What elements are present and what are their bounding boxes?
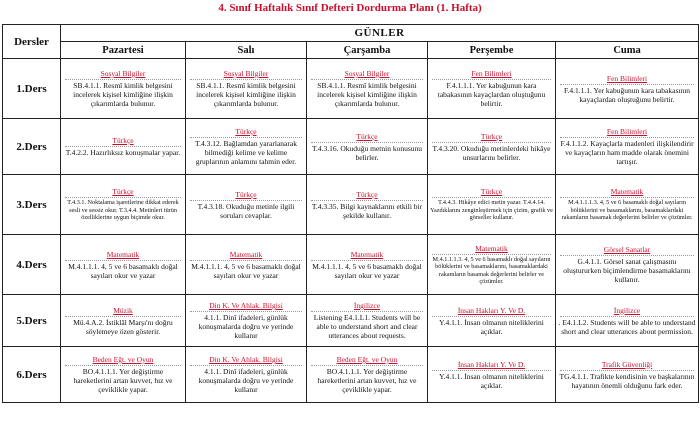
subject-label: Türkçe xyxy=(235,127,257,136)
subject-label: İngilizce xyxy=(613,305,641,315)
subject-label: Türkçe xyxy=(356,189,378,199)
objective-text: T.4.3.35. Bilgi kaynaklarını etkili bir şekilde kullanır. xyxy=(311,201,423,220)
day-header-wednesday: Çarşamba xyxy=(307,42,428,59)
objective-text: F.4.1.1.1. Yer kabuğunun kara tabakasının kayaçlardan oluştuğunu belirtir. xyxy=(563,85,691,104)
subject-label: Beden Eğt. ve Oyun xyxy=(92,355,154,364)
subject-label: Matematik xyxy=(229,249,263,259)
objective-text: TG.4.1.1. Trafikte kendisinin ve başkalarının hayatının önemli olduğunu fark eder. xyxy=(559,371,695,390)
lesson-cell-friday xyxy=(556,235,699,295)
subject-label: Fen Bilimleri xyxy=(606,127,648,136)
lesson-cell-tuesday xyxy=(186,59,307,119)
subject-label: Görsel Sanatlar xyxy=(603,245,651,254)
subject-label: İnsan Hakları Y. Ve D. xyxy=(457,305,526,315)
schedule-table xyxy=(2,24,699,403)
objective-text: SB.4.1.1. Resmî kimlik belgesini incelerek kişisel kimliğine ilişkin çıkarımlarda bulunur. xyxy=(317,81,417,108)
day-header-tuesday: Salı xyxy=(186,42,307,59)
lesson-cell-wednesday xyxy=(307,235,428,295)
lesson-row xyxy=(3,295,699,347)
lesson-row xyxy=(3,347,699,403)
subject-label: Din K. Ve Ahlak. Bilgisi xyxy=(209,355,283,364)
lesson-cell-monday xyxy=(61,59,186,119)
objective-text: M.4.1.1.1. 4, 5 ve 6 basamaklı doğal sayıları okur ve yazar xyxy=(191,261,301,280)
lesson-cell-thursday xyxy=(428,295,556,347)
objective-text: 4.1.1. Dinî ifadeleri, günlük konuşmalarda doğru ve yerinde kullanır xyxy=(198,367,294,394)
subject-label: İngilizce xyxy=(353,301,381,310)
lesson-cell-tuesday xyxy=(186,295,307,347)
objective-text: BO.4.1.1.1. Yer değiştirme hareketlerini artan kuvvet, hız ve çeviklikle yapar. xyxy=(73,367,173,394)
page-title: 4. Sınıf Haftalık Sınıf Defteri Dordurma Planı (1. Hafta) xyxy=(218,2,482,14)
subject-label: Trafik Güvenliği xyxy=(601,359,653,369)
lesson-cell-friday xyxy=(556,347,699,403)
objective-text: Y.4.1.1. İnsan olmanın niteliklerini açıklar. xyxy=(439,317,544,336)
subject-label: Müzik xyxy=(113,305,133,315)
objective-text: Listening E4.1.L1. Students will be able to understand short and clear utterances about requests. xyxy=(313,313,421,340)
subject-label: Matematik xyxy=(610,187,644,197)
objective-text: T.4.3.20. Okuduğu metinlerdeki hikâye unsurlarını belirler. xyxy=(432,143,551,162)
objective-text: . E4.1.L2. Students will be able to understand short and clear utterances about permission. xyxy=(558,317,696,336)
subject-label: Fen Bilimleri xyxy=(606,73,648,83)
lesson-cell-monday xyxy=(61,119,186,175)
objective-text: G.4.1.1. Görsel sanat çalışmasını oluştururken biçimlendirme basamaklarını kullanır. xyxy=(563,257,691,284)
subject-label: Beden Eğt. ve Oyun xyxy=(336,355,398,364)
subject-label: Türkçe xyxy=(112,187,134,197)
lesson-cell-wednesday xyxy=(307,119,428,175)
lesson-cell-friday xyxy=(556,295,699,347)
lesson-cell-wednesday xyxy=(307,175,428,235)
day-header-monday: Pazartesi xyxy=(61,42,186,59)
subject-label: Türkçe xyxy=(235,189,257,199)
subject-label: Türkçe xyxy=(480,131,503,141)
subject-label: İnsan Hakları Y. Ve D. xyxy=(457,359,526,369)
days-group-header: GÜNLER xyxy=(61,25,699,42)
objective-text: M.4.1.1.1. 4, 5 ve 6 basamaklı doğal sayıları okur ve yazar xyxy=(312,261,422,280)
lesson-cell-thursday xyxy=(428,119,556,175)
subject-label: Türkçe xyxy=(112,136,134,145)
subject-label: Sosyal Bilgiler xyxy=(223,69,269,78)
lesson-label: 2.Ders xyxy=(3,119,61,175)
lesson-label: 1.Ders xyxy=(3,59,61,119)
lesson-row xyxy=(3,59,699,119)
lesson-cell-tuesday xyxy=(186,235,307,295)
lesson-cell-tuesday xyxy=(186,175,307,235)
subject-label: Türkçe xyxy=(356,131,378,141)
objective-text: M.4.1.1.1.3. 4, 5 ve 6 basamaklı doğal sayıların bölüklerini ve basamaklarını, basamaklardaki rakamların basamak değerlerini belirler ve çözümler. xyxy=(561,199,693,222)
lesson-cell-friday xyxy=(556,175,699,235)
lesson-label: 6.Ders xyxy=(3,347,61,403)
lesson-cell-tuesday xyxy=(186,119,307,175)
subject-label: Sosyal Bilgiler xyxy=(100,69,146,78)
objective-text: BO.4.1.1.1. Yer değiştirme hareketlerini artan kuvvet, hız ve çeviklikle yapar. xyxy=(317,367,417,394)
objective-text: SB.4.1.1. Resmî kimlik belgesini incelerek kişisel kimliğine ilişkin çıkarımlarda bulunur. xyxy=(196,81,296,108)
objective-text: T.4.3.1. Noktalama işaretlerine dikkat ederek sesli ve sessiz okur. T.3.4.4. Metinleri türün özelliklerine uygun biçimde okur. xyxy=(67,199,179,222)
lesson-label: 4.Ders xyxy=(3,235,61,295)
objective-text: F.4.1.1.1. Yer kabuğunun kara tabakasının kayaçlardan oluştuğunu belirtir. xyxy=(437,81,546,108)
lesson-cell-wednesday xyxy=(307,295,428,347)
lesson-cell-wednesday xyxy=(307,347,428,403)
objective-text: Mü.4.A.2. İstiklâl Marşı'nı doğru söylemeye özen gösterir. xyxy=(73,317,173,336)
subject-label: Matematik xyxy=(106,249,140,259)
lesson-cell-friday xyxy=(556,119,699,175)
objective-text: T.4.3.18. Okuduğu metinle ilgili soruları cevaplar. xyxy=(197,201,295,220)
objective-text: 4.1.1. Dinî ifadeleri, günlük konuşmalarda doğru ve yerinde kullanır xyxy=(198,313,294,340)
lesson-cell-friday xyxy=(556,59,699,119)
objective-text: T.4.3.12. Bağlamdan yararlanarak bilmediği kelime ve kelime gruplarının anlamını tahmin eder. xyxy=(195,139,297,166)
rows-header: Dersler xyxy=(3,25,61,59)
lesson-label: 5.Ders xyxy=(3,295,61,347)
lesson-cell-monday xyxy=(61,295,186,347)
lesson-cell-monday xyxy=(61,235,186,295)
objective-text: T.4.3.16. Okuduğu metnin konusunu belirler. xyxy=(311,143,423,162)
lesson-cell-thursday xyxy=(428,235,556,295)
lesson-row xyxy=(3,175,699,235)
objective-text: M.4.1.1.1.3. 4, 5 ve 6 basamaklı doğal sayıların bölüklerini ve basamaklarını, basamaklardaki rakamların basamak değerlerini belirler ve çözümler. xyxy=(432,255,551,285)
subject-label: Fen Bilimleri xyxy=(471,69,512,78)
objective-text: T.4.2.2. Hazırlıksız konuşmalar yapar. xyxy=(65,148,181,157)
objective-text: F.4.1.1.2. Kayaçlarla madenleri ilişkilendirir ve kayaçların ham madde olarak önemini tartışır. xyxy=(560,139,694,166)
objective-text: SB.4.1.1. Resmî kimlik belgesini incelerek kişisel kimliğine ilişkin çıkarımlarda bulunur. xyxy=(73,81,173,108)
lesson-row xyxy=(3,119,699,175)
lesson-cell-monday xyxy=(61,175,186,235)
day-header-thursday: Perşembe xyxy=(428,42,556,59)
lesson-cell-thursday xyxy=(428,347,556,403)
lesson-row xyxy=(3,235,699,295)
objective-text: M.4.1.1.1. 4, 5 ve 6 basamaklı doğal sayıları okur ve yazar xyxy=(68,261,178,280)
objective-text: T.4.4.3. Hikâye edici metin yazar. T.4.4.14. Yazdıklarını zenginleştirmek için çizim, grafik ve görseller kullanır. xyxy=(430,199,553,222)
lesson-cell-thursday xyxy=(428,175,556,235)
lesson-label: 3.Ders xyxy=(3,175,61,235)
subject-label: Matematik xyxy=(350,249,384,259)
subject-label: Din K. Ve Ahlak. Bilgisi xyxy=(209,301,283,310)
objective-text: Y.4.1.1. İnsan olmanın niteliklerini açıklar. xyxy=(439,371,544,390)
lesson-cell-thursday xyxy=(428,59,556,119)
subject-label: Matematik xyxy=(475,243,508,253)
subject-label: Sosyal Bilgiler xyxy=(344,69,390,78)
lesson-cell-wednesday xyxy=(307,59,428,119)
lesson-cell-monday xyxy=(61,347,186,403)
lesson-rows xyxy=(3,59,699,403)
lesson-cell-tuesday xyxy=(186,347,307,403)
subject-label: Türkçe xyxy=(480,187,503,197)
day-header-friday: Cuma xyxy=(556,42,699,59)
